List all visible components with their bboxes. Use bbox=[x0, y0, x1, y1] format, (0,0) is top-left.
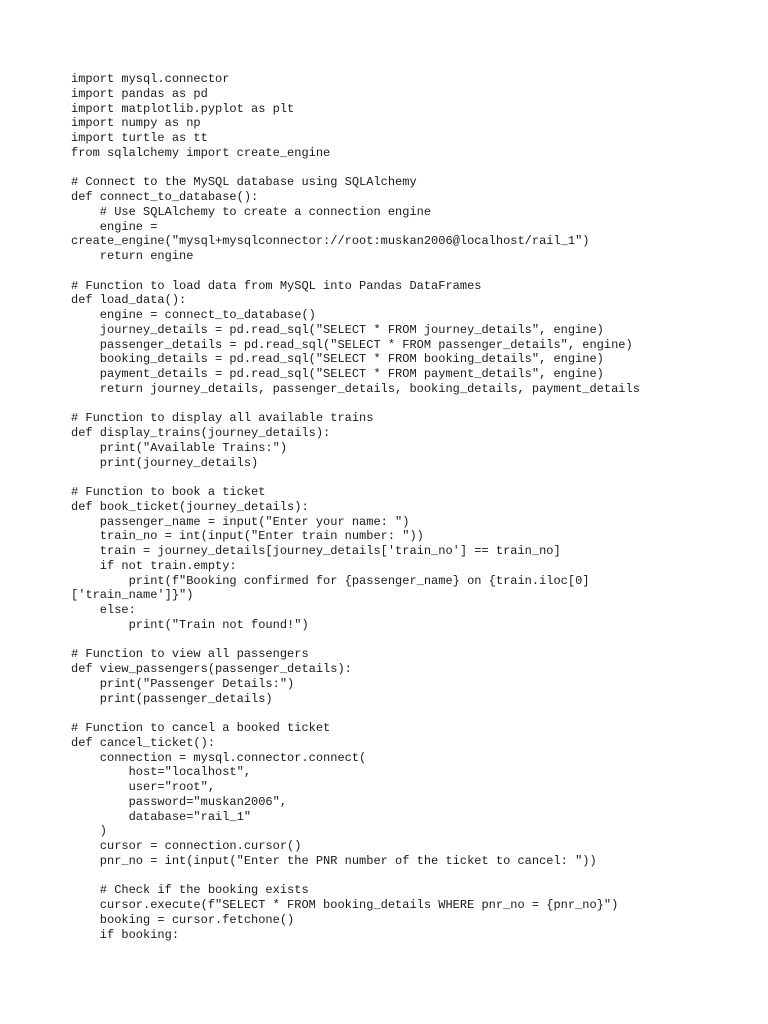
code-line: create_engine("mysql+mysqlconnector://root:muskan2006@localhost/rail_1") bbox=[71, 234, 590, 249]
code-line: # Function to book a ticket bbox=[71, 485, 266, 499]
code-line: # Function to cancel a booked ticket bbox=[71, 721, 331, 735]
code-line: host="localhost", bbox=[71, 765, 252, 780]
code-line: if booking: bbox=[71, 927, 180, 942]
code-line: engine = connect_to_database() bbox=[71, 308, 316, 322]
code-line: booking = cursor.fetchone() bbox=[71, 912, 295, 927]
code-line: import turtle as tt bbox=[71, 131, 208, 145]
code-line: def display_trains(journey_details): bbox=[71, 426, 331, 440]
code-line: def view_passengers(passenger_details): bbox=[71, 662, 352, 676]
code-line: def book_ticket(journey_details): bbox=[71, 499, 309, 514]
code-line: print(journey_details) bbox=[71, 455, 259, 470]
code-line: import pandas as pd bbox=[71, 86, 208, 101]
code-line: pnr_no = int(input("Enter the PNR number of the ticket to cancel: ")) bbox=[71, 853, 597, 868]
code-line bbox=[71, 470, 640, 485]
code-line: def load_data(): bbox=[71, 293, 187, 308]
code-line: # Function to view all passengers bbox=[71, 647, 309, 662]
code-line: # Connect to the MySQL database using SQLAlchemy bbox=[71, 175, 417, 190]
code-line: print("Available Trains:") bbox=[71, 440, 288, 455]
code-line: def connect_to_database(): bbox=[71, 190, 259, 204]
code-line: def cancel_ticket(): bbox=[71, 735, 216, 750]
code-line: # Check if the booking exists bbox=[71, 883, 309, 898]
code-line: connection = mysql.connector.connect( bbox=[71, 750, 367, 765]
code-line bbox=[71, 869, 640, 884]
code-line: return journey_details, passenger_details, booking_details, payment_details bbox=[71, 381, 640, 396]
code-line: import mysql.connector bbox=[71, 72, 230, 86]
code-line: passenger_details = pd.read_sql("SELECT * FROM passenger_details", engine) bbox=[71, 337, 633, 352]
code-line: ) bbox=[71, 824, 108, 839]
code-line: if not train.empty: bbox=[71, 558, 237, 573]
code-line: database="rail_1" bbox=[71, 809, 252, 824]
code-line bbox=[71, 633, 640, 648]
code-line: train = journey_details[journey_details['train_no'] == train_no] bbox=[71, 544, 561, 558]
code-line: import numpy as np bbox=[71, 116, 201, 131]
code-line bbox=[71, 397, 640, 412]
code-line: import matplotlib.pyplot as plt bbox=[71, 101, 295, 116]
code-line: train_no = int(input("Enter train number: ")) bbox=[71, 529, 424, 544]
code-listing bbox=[71, 72, 640, 942]
code-line: passenger_name = input("Enter your name: ") bbox=[71, 514, 410, 529]
code-line: print("Train not found!") bbox=[71, 617, 309, 632]
code-line bbox=[71, 264, 640, 279]
code-line: # Use SQLAlchemy to create a connection engine bbox=[71, 204, 432, 219]
code-line: print(passenger_details) bbox=[71, 691, 273, 706]
code-line: ['train_name']}") bbox=[71, 588, 194, 603]
code-line: # Function to display all available trains bbox=[71, 411, 374, 426]
code-line bbox=[71, 706, 640, 721]
code-line: journey_details = pd.read_sql("SELECT * FROM journey_details", engine) bbox=[71, 322, 604, 337]
code-line: cursor = connection.cursor() bbox=[71, 839, 302, 853]
code-line: booking_details = pd.read_sql("SELECT * FROM booking_details", engine) bbox=[71, 352, 604, 367]
code-line: from sqlalchemy import create_engine bbox=[71, 145, 331, 160]
code-line: payment_details = pd.read_sql("SELECT * FROM payment_details", engine) bbox=[71, 367, 604, 381]
code-line bbox=[71, 161, 640, 176]
code-line: user="root", bbox=[71, 780, 216, 794]
code-line: print(f"Booking confirmed for {passenger_name} on {train.iloc[0] bbox=[71, 573, 590, 588]
code-line: print("Passenger Details:") bbox=[71, 676, 295, 691]
code-line: password="muskan2006", bbox=[71, 794, 288, 809]
code-line: cursor.execute(f"SELECT * FROM booking_details WHERE pnr_no = {pnr_no}") bbox=[71, 898, 619, 912]
code-line: engine = bbox=[71, 219, 158, 234]
code-line: else: bbox=[71, 603, 136, 617]
code-line: # Function to load data from MySQL into Pandas DataFrames bbox=[71, 278, 482, 293]
code-line: return engine bbox=[71, 249, 194, 263]
